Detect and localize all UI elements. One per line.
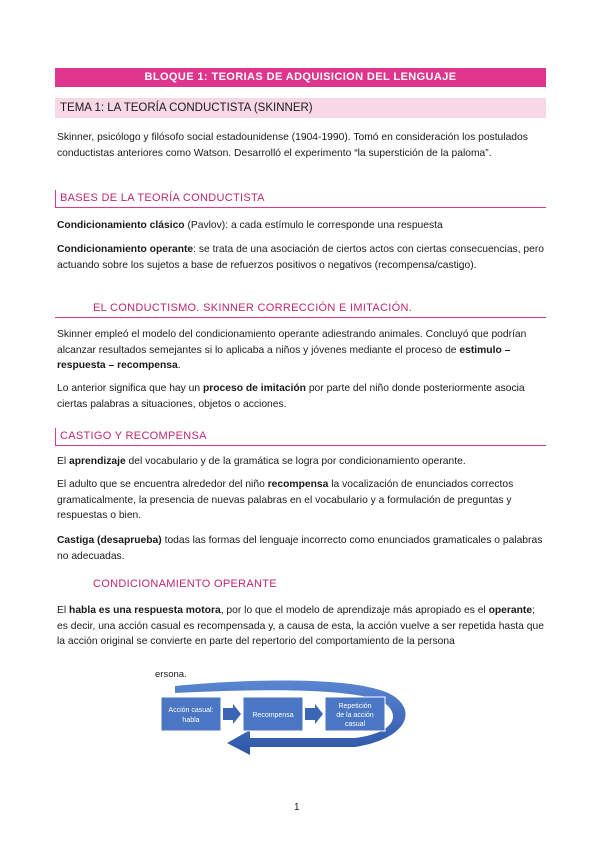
text-run: El adulto que se encuentra alrededor del niño: [57, 479, 268, 490]
box3-line3: casual: [344, 721, 366, 728]
text-run: del vocabulario y de la gramática se logra por condicionamiento operante.: [125, 456, 466, 467]
intro-paragraph: Skinner, psicólogo y filósofo social estadounidense (1904-1990). Tomó en consideración los postulados conductistas anteriores como Watson. Desarrolló el experimento “la superstición de la paloma”.: [57, 132, 528, 159]
section-castigo-title: CASTIGO Y RECOMPENSA: [55, 428, 546, 446]
castigo-p3: [57, 533, 545, 564]
bold-run: Castiga (desaprueba): [57, 535, 162, 546]
page-number: 1: [294, 802, 300, 813]
box3-line1: Repetición: [338, 703, 372, 710]
text-run: El: [57, 605, 70, 616]
text-run: Lo anterior significa que hay un: [57, 383, 203, 394]
clasico-paragraph: [57, 218, 545, 234]
text-run: todas las formas del lenguaje incorrecto como enunciados gramaticales o palabras no adecuadas.: [57, 535, 543, 562]
tema-heading: TEMA 1: LA TEORÍA CONDUCTISTA (SKINNER): [55, 98, 546, 118]
castigo-p2: [57, 477, 545, 524]
text-run: .: [177, 360, 181, 371]
text-run: ; es decir, una acción casual es recompensada y, a causa de esta, la acción vuelve a ser repetida hasta que la acción original se convierte en parte del repertorio del comportamiento de la persona: [57, 605, 544, 647]
bold-run: estimulo – respuesta – recompensa: [57, 344, 511, 371]
diagram-caption: ersona.: [155, 669, 187, 680]
text-run: por parte del niño donde posteriormente asocia ciertas palabras a situaciones, objetos o acciones.: [57, 383, 525, 410]
box1-line2: habla: [182, 717, 200, 724]
bold-run: proceso de imitación: [202, 383, 306, 394]
castigo-p1: [57, 454, 545, 470]
bold-run: operante: [488, 605, 533, 616]
text-run: Skinner empleó el modelo del condicionamiento operante adiestrando animales. Concluyó que podrían alcanzar resultados semejantes si lo aplicaba a niños y jóvenes mediante el proceso de: [57, 329, 527, 356]
bold-run: recompensa: [267, 479, 329, 490]
conductismo-p2: [57, 381, 545, 412]
section-operante-title: CONDICIONAMIENTO OPERANTE: [93, 578, 277, 590]
box3-line2: de la acción: [336, 712, 374, 719]
text-run: , por lo que el modelo de aprendizaje más apropiado es el: [220, 605, 489, 616]
operante-text: : se trata de una asociación de ciertos actos con ciertas consecuencias, pero actuando sobre los sujetos a base de refuerzos positivos o negativos (recompensa/castigo).: [57, 244, 545, 271]
bold-run: aprendizaje: [69, 456, 126, 467]
conductismo-p1: [57, 327, 545, 374]
bold-run: habla es una respuesta motora: [69, 605, 221, 616]
section-conductismo-title: EL CONDUCTISMO. SKINNER CORRECCIÓN E IMITACIÓN.: [55, 300, 546, 318]
section-bases-title: BASES DE LA TEORÍA CONDUCTISTA: [55, 190, 546, 208]
operant-cycle-diagram: [155, 667, 415, 762]
operante-p1: [57, 603, 545, 650]
cycle-arrow-1: [223, 704, 241, 724]
clasico-text: (Pavlov): a cada estímulo le corresponde una respuesta: [184, 220, 443, 231]
block-banner: BLOQUE 1: TEORIAS DE ADQUISICION DEL LENGUAJE: [55, 68, 546, 87]
cycle-arrow-2: [305, 704, 323, 724]
clasico-term: Condicionamiento clásico: [57, 220, 185, 231]
text-run: la vocalización de enunciados correctos gramaticalmente, la presencia de nuevas palabras en el vocabulario y a formulación de preguntas y respuestas o bien.: [57, 479, 514, 521]
box1-line1: Acción casual:: [168, 707, 214, 714]
box2-label: Recompensa: [252, 712, 294, 719]
cycle-box-1: [161, 697, 221, 731]
operante-paragraph: [57, 242, 545, 273]
operante-term: Condicionamiento operante: [57, 244, 194, 255]
text-run: El: [57, 456, 70, 467]
